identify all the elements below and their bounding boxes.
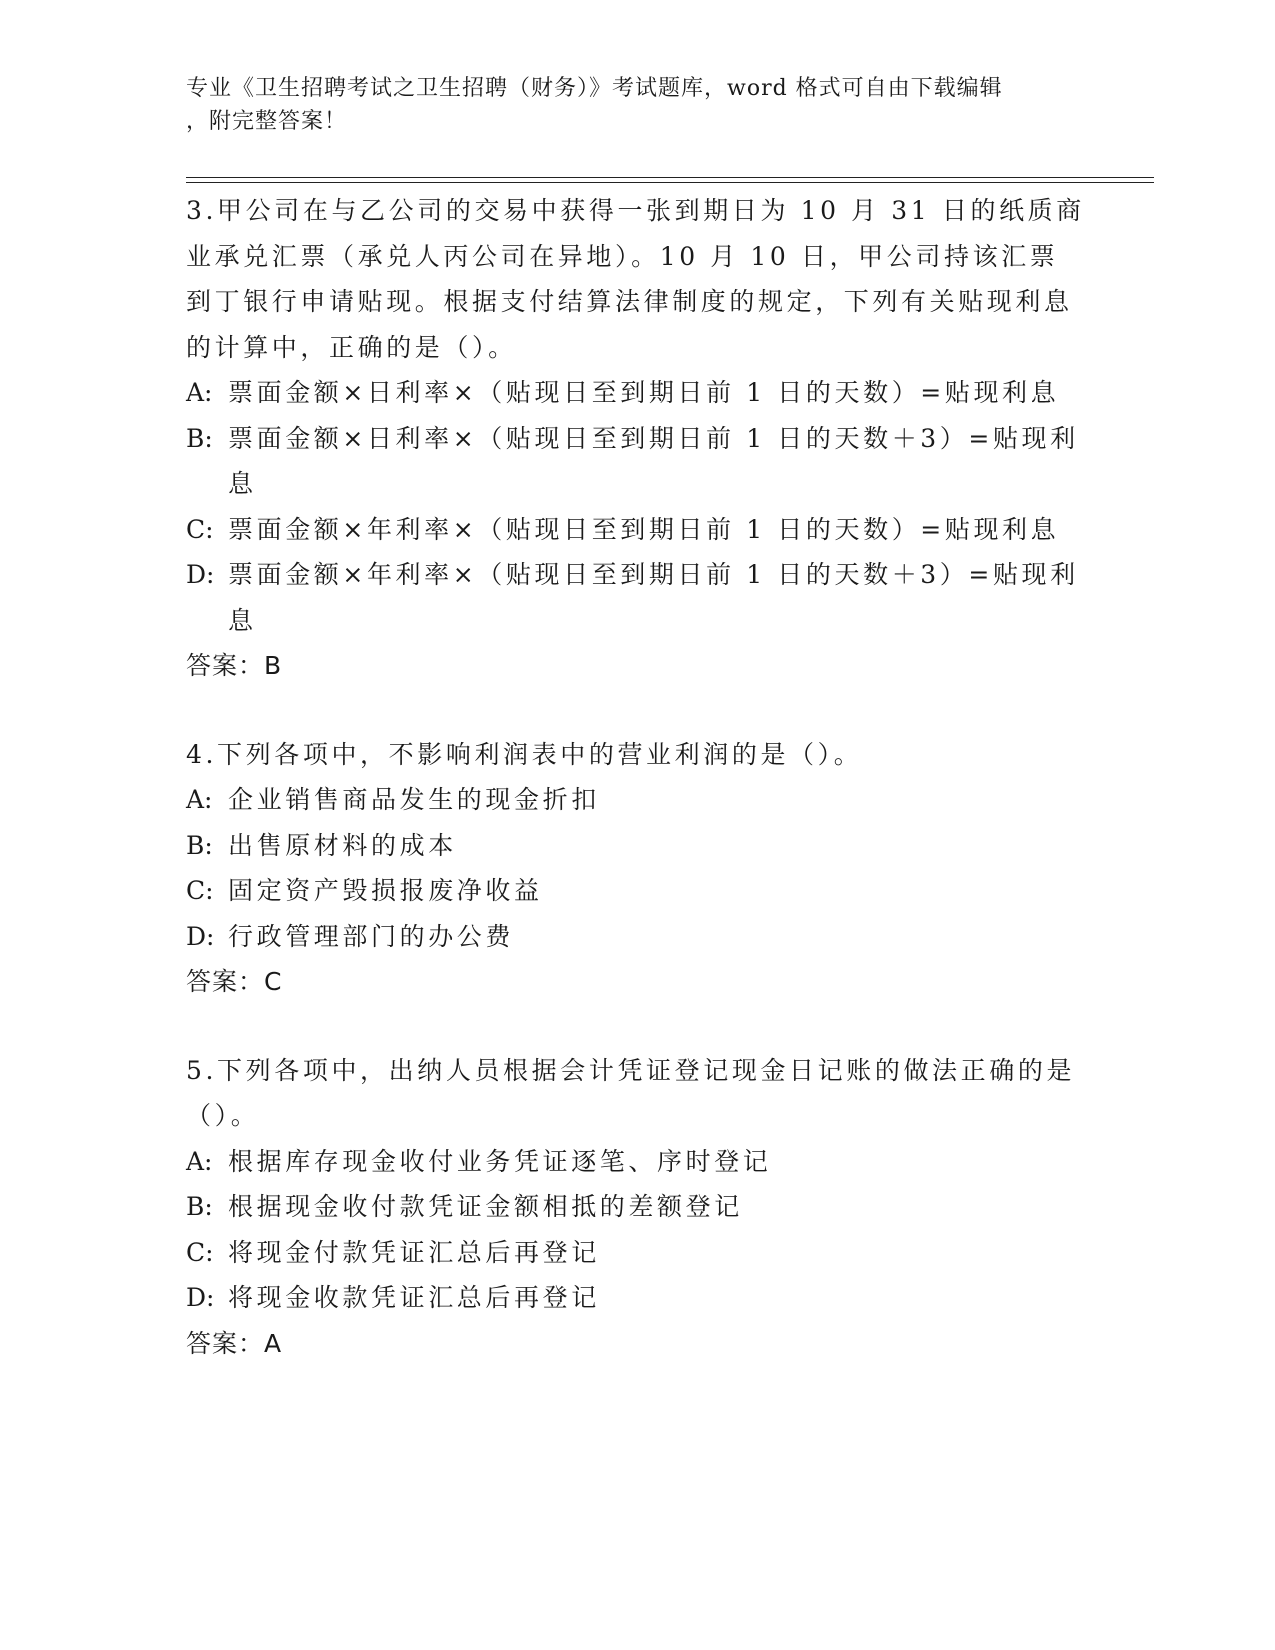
question-3 — [186, 188, 1086, 689]
question-stem: 4.下列各项中，不影响利润表中的营业利润的是（）。 — [186, 739, 863, 769]
option-d — [186, 914, 1086, 960]
option-text: 出售原材料的成本 — [228, 830, 457, 860]
option-d — [186, 1275, 1086, 1321]
option-c — [186, 868, 1086, 914]
option-text: 票面金额×日利率×（贴现日至到期日前 1 日的天数＋3）=贴现利息 — [228, 423, 1079, 498]
option-label: C: — [186, 1237, 214, 1267]
option-d — [186, 552, 1086, 643]
option-label: B: — [186, 1192, 213, 1221]
option-a — [186, 1139, 1086, 1185]
option-b — [186, 1184, 1086, 1230]
question-list — [186, 188, 1086, 1409]
option-text: 企业销售商品发生的现金折扣 — [228, 785, 600, 814]
option-a — [186, 370, 1086, 416]
option-text: 根据现金收付款凭证金额相抵的差额登记 — [228, 1192, 743, 1221]
option-text: 票面金额×年利率×（贴现日至到期日前 1 日的天数＋3）=贴现利息 — [228, 560, 1079, 635]
option-label: C: — [186, 876, 214, 905]
option-label: A: — [186, 378, 213, 407]
option-label: B: — [186, 423, 213, 453]
option-text: 行政管理部门的办公费 — [228, 921, 515, 951]
option-label: A: — [186, 785, 213, 814]
option-label: A: — [186, 1146, 213, 1176]
option-text: 固定资产毁损报废净收益 — [228, 876, 543, 905]
header-divider-top — [186, 177, 1154, 178]
header-line-2: ，附完整答案！ — [186, 109, 348, 134]
header-divider-bottom — [186, 182, 1154, 183]
option-label: B: — [186, 830, 213, 860]
answer-line: 答案：C — [186, 967, 283, 996]
option-label: C: — [186, 514, 214, 544]
question-stem: 3.甲公司在与乙公司的交易中获得一张到期日为 10 月 31 日的纸质商业承兑汇票（承兑人丙公司在异地）。10 月 10 日，甲公司持该汇票到丁银行申请贴现。根据支付结算法律制度的规定，下列有关贴现利息的计算中，正确的是（）。 — [186, 196, 1085, 362]
question-4 — [186, 732, 1086, 1005]
answer-line: 答案：A — [186, 1328, 283, 1358]
option-label: D: — [186, 921, 215, 951]
option-c — [186, 507, 1086, 553]
question-stem: 5.下列各项中，出纳人员根据会计凭证登记现金日记账的做法正确的是（）。 — [186, 1055, 1076, 1130]
option-label: D: — [186, 560, 215, 589]
header-line-1: 专业《卫生招聘考试之卫生招聘（财务）》考试题库，word 格式可自由下载编辑 — [186, 76, 1003, 101]
option-b — [186, 416, 1086, 507]
option-a — [186, 777, 1086, 823]
option-c — [186, 1230, 1086, 1276]
question-5 — [186, 1048, 1086, 1367]
answer-line: 答案：B — [186, 651, 283, 680]
option-text: 将现金付款凭证汇总后再登记 — [228, 1237, 600, 1267]
option-text: 将现金收款凭证汇总后再登记 — [228, 1283, 600, 1312]
option-text: 根据库存现金收付业务凭证逐笔、序时登记 — [228, 1146, 772, 1176]
option-b — [186, 823, 1086, 869]
page-header — [186, 72, 1066, 138]
option-label: D: — [186, 1283, 215, 1312]
option-text: 票面金额×日利率×（贴现日至到期日前 1 日的天数）=贴现利息 — [228, 378, 1060, 407]
option-text: 票面金额×年利率×（贴现日至到期日前 1 日的天数）=贴现利息 — [228, 514, 1060, 544]
